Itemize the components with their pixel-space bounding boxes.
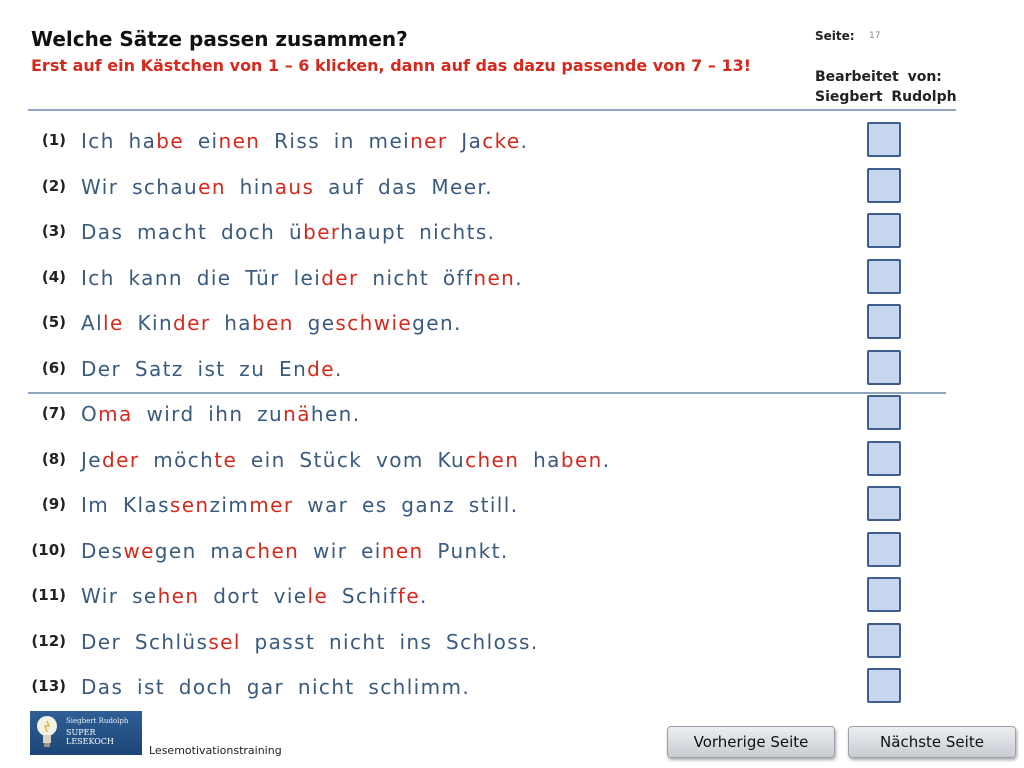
sentence-fragment: Punkt. xyxy=(423,539,509,563)
highlighted-syllable: ben xyxy=(560,448,603,472)
highlighted-syllable: ma xyxy=(98,402,133,426)
sentence-number: (7) xyxy=(41,404,66,422)
author-name: Siegbert Rudolph xyxy=(815,89,957,105)
sentence-row xyxy=(0,450,1024,490)
sentence-text xyxy=(81,539,509,563)
sentence-fragment: . xyxy=(420,584,428,608)
sentence-fragment: dort vie xyxy=(199,584,308,608)
match-checkbox[interactable] xyxy=(867,441,901,476)
highlighted-syllable: cke xyxy=(482,129,521,153)
match-checkbox[interactable] xyxy=(867,532,901,567)
sentence-row xyxy=(0,677,1024,717)
sentence-number: (11) xyxy=(31,586,66,604)
highlighted-syllable: nen xyxy=(381,539,424,563)
edited-by-label: Bearbeitet von: xyxy=(815,69,942,85)
sentence-row xyxy=(0,632,1024,672)
logo-author: Siegbert Rudolph xyxy=(66,717,129,725)
highlighted-syllable: fe xyxy=(397,584,421,608)
sentence-text xyxy=(81,584,428,608)
highlighted-syllable: chen xyxy=(244,539,300,563)
sentence-fragment: haupt nichts. xyxy=(340,220,496,244)
sentence-text xyxy=(81,175,493,199)
sentence-fragment: hen. xyxy=(310,402,361,426)
sentence-fragment: Des xyxy=(81,539,124,563)
sentence-fragment: nicht öff xyxy=(358,266,474,290)
page-label: Seite: xyxy=(815,29,855,43)
sentence-row xyxy=(0,404,1024,444)
sentence-number: (9) xyxy=(41,495,66,513)
sentence-number: (2) xyxy=(41,177,66,195)
sentence-fragment: Ja xyxy=(447,129,483,153)
match-checkbox[interactable] xyxy=(867,213,901,248)
sentence-row xyxy=(0,495,1024,535)
sentence-fragment: gen ma xyxy=(154,539,245,563)
sentence-fragment: passt nicht ins Schloss. xyxy=(240,630,539,654)
sentence-row xyxy=(0,541,1024,581)
sentence-fragment: ei xyxy=(184,129,219,153)
highlighted-syllable: der xyxy=(321,266,359,290)
highlighted-syllable: ber xyxy=(303,220,341,244)
previous-page-button[interactable]: Vorherige Seite xyxy=(667,726,835,758)
highlighted-syllable: le xyxy=(307,584,329,608)
sentence-fragment: Ich xyxy=(81,129,129,153)
match-checkbox[interactable] xyxy=(867,168,901,203)
lightbulb-icon xyxy=(34,713,60,751)
sentence-fragment: war es ganz still. xyxy=(293,493,519,517)
sentence-fragment: Ich kann die Tür lei xyxy=(81,266,322,290)
edited-by xyxy=(815,67,957,107)
highlighted-syllable: de xyxy=(307,357,335,381)
highlighted-syllable: der xyxy=(173,311,211,335)
sentence-number: (1) xyxy=(41,131,66,149)
next-page-button[interactable]: Nächste Seite xyxy=(848,726,1016,758)
sentence-fragment: ha xyxy=(128,129,157,153)
sentence-text xyxy=(81,493,518,517)
sentence-text xyxy=(81,220,495,244)
sentence-fragment: wird ihn zu xyxy=(132,402,284,426)
footer-label: Lesemotivationstraining xyxy=(149,744,282,757)
highlighted-syllable: der xyxy=(102,448,140,472)
match-checkbox[interactable] xyxy=(867,304,901,339)
sentence-fragment: Riss in mei xyxy=(260,129,411,153)
sentence-fragment: ha xyxy=(210,311,252,335)
match-checkbox[interactable] xyxy=(867,486,901,521)
highlighted-syllable: nen xyxy=(473,266,516,290)
sentence-number: (10) xyxy=(31,541,66,559)
sentence-row xyxy=(0,131,1024,171)
page-number: 17 xyxy=(869,31,881,41)
sentence-number: (3) xyxy=(41,222,66,240)
highlighted-syllable: ner xyxy=(410,129,448,153)
match-checkbox[interactable] xyxy=(867,122,901,157)
match-checkbox[interactable] xyxy=(867,259,901,294)
highlighted-syllable: ben xyxy=(251,311,294,335)
sentence-fragment: ge xyxy=(293,311,336,335)
sentence-fragment: Kin xyxy=(123,311,174,335)
sentence-row xyxy=(0,177,1024,217)
sentence-fragment: . xyxy=(520,129,529,153)
sentence-number: (5) xyxy=(41,313,66,331)
sentence-fragment: ein Stück vom Ku xyxy=(237,448,466,472)
sentence-fragment: wir ei xyxy=(299,539,382,563)
sentence-fragment: Das macht doch ü xyxy=(81,220,304,244)
sentence-text xyxy=(81,311,462,335)
sentence-fragment: . xyxy=(602,448,611,472)
sentence-text xyxy=(81,129,528,153)
sentence-fragment: möch xyxy=(139,448,215,472)
logo-brand: SUPER LESEKOCH xyxy=(66,728,114,746)
sentence-row xyxy=(0,586,1024,626)
sentence-number: (4) xyxy=(41,268,66,286)
sentence-fragment: Der Schlüs xyxy=(81,630,209,654)
highlighted-syllable: be xyxy=(156,129,185,153)
sentence-number: (6) xyxy=(41,359,66,377)
sentence-fragment: . xyxy=(334,357,343,381)
sentence-row xyxy=(0,268,1024,308)
match-checkbox[interactable] xyxy=(867,623,901,658)
sentence-fragment: Schif xyxy=(328,584,398,608)
match-checkbox[interactable] xyxy=(867,350,901,385)
sentence-fragment: auf das Meer. xyxy=(314,175,493,199)
highlighted-syllable: chen xyxy=(465,448,520,472)
header-divider xyxy=(28,109,956,111)
sentence-number: (13) xyxy=(31,677,66,695)
highlighted-syllable: sel xyxy=(208,630,241,654)
highlighted-syllable: te xyxy=(214,448,238,472)
match-checkbox[interactable] xyxy=(867,668,901,703)
sentence-row xyxy=(0,359,1024,399)
match-checkbox[interactable] xyxy=(867,395,901,430)
highlighted-syllable: mer xyxy=(249,493,294,517)
sentence-fragment: O xyxy=(81,402,99,426)
sentence-fragment: Je xyxy=(81,448,103,472)
logo xyxy=(30,711,142,755)
sentence-fragment: Al xyxy=(81,311,104,335)
sentence-fragment: gen. xyxy=(412,311,462,335)
highlighted-syllable: nen xyxy=(218,129,261,153)
sentence-fragment: ha xyxy=(519,448,561,472)
highlighted-syllable: le xyxy=(103,311,124,335)
highlighted-syllable: en xyxy=(198,175,226,199)
sentence-fragment: Im Klas xyxy=(81,493,170,517)
sentence-text xyxy=(81,266,523,290)
sentence-text xyxy=(81,448,611,472)
sentence-fragment: Der Satz ist zu En xyxy=(81,357,308,381)
highlighted-syllable: we xyxy=(123,539,155,563)
sentence-fragment: hin xyxy=(225,175,275,199)
highlighted-syllable: sen xyxy=(169,493,210,517)
sentence-row xyxy=(0,222,1024,262)
sentence-fragment: Wir se xyxy=(81,584,158,608)
page-title: Welche Sätze passen zusammen? xyxy=(31,27,408,51)
highlighted-syllable: schwie xyxy=(335,311,413,335)
sentence-number: (12) xyxy=(31,632,66,650)
sentence-text xyxy=(81,630,539,654)
sentence-row xyxy=(0,313,1024,353)
sentence-text xyxy=(81,357,343,381)
sentence-fragment: . xyxy=(515,266,524,290)
instruction-text: Erst auf ein Kästchen von 1 – 6 klicken, dann auf das dazu passende von 7 – 13! xyxy=(31,56,752,75)
sentence-fragment: Das ist doch gar nicht schlimm. xyxy=(81,675,471,699)
sentence-text xyxy=(81,675,470,699)
match-checkbox[interactable] xyxy=(867,577,901,612)
sentence-number: (8) xyxy=(41,450,66,468)
highlighted-syllable: nä xyxy=(283,402,311,426)
highlighted-syllable: hen xyxy=(157,584,200,608)
sentence-fragment: Wir schau xyxy=(81,175,199,199)
highlighted-syllable: aus xyxy=(274,175,315,199)
sentence-fragment: zim xyxy=(209,493,250,517)
sentence-text xyxy=(81,402,361,426)
